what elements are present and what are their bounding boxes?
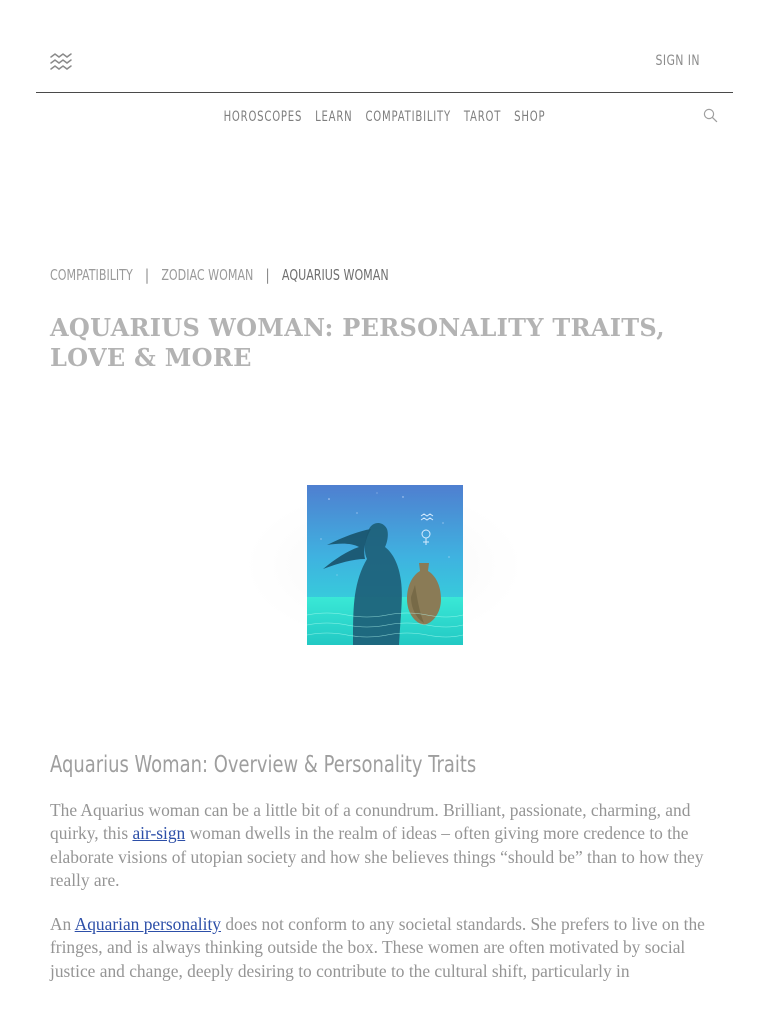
breadcrumb-compatibility[interactable]: COMPATIBILITY [50, 266, 133, 284]
main-nav [0, 109, 768, 125]
breadcrumb [50, 266, 389, 284]
sign-in-link[interactable]: SIGN IN [655, 53, 700, 69]
nav-item-horoscopes[interactable]: HOROSCOPES [223, 109, 302, 125]
breadcrumb-separator: | [265, 266, 270, 284]
air-sign-link[interactable]: air-sign [132, 823, 186, 844]
paragraph-text: An [50, 914, 75, 934]
nav-item-tarot[interactable]: TAROT [463, 109, 501, 125]
nav-item-learn[interactable]: LEARN [314, 109, 353, 125]
article-paragraph [50, 913, 730, 983]
paragraph-text: does not conform to any societal standards. She prefers to live on the fringes, and is always thinking outside the box. These women are often motivated by social justice and change, deeply desiring to contribute to the cultural shift, particularly in [50, 914, 705, 981]
page-title: AQUARIUS WOMAN: PERSONALITY TRAITS, LOVE & MORE [50, 313, 665, 372]
nav-item-compatibility[interactable]: COMPATIBILITY [365, 109, 451, 125]
section-heading: Aquarius Woman: Overview & Personality Traits [50, 752, 477, 778]
main-nav-items [217, 109, 552, 125]
site-header [36, 0, 733, 93]
paragraph-text: The Aquarius woman can be a little bit of a conundrum. Brilliant, passionate, charming, and quirky, this [50, 800, 691, 844]
breadcrumb-aquarius-woman[interactable]: AQUARIUS WOMAN [281, 266, 389, 284]
aquarian-personality-link[interactable]: Aquarian personality [74, 914, 221, 934]
aquarius-waves-icon[interactable] [49, 52, 73, 74]
paragraph-text: woman dwells in the realm of ideas – often giving more credence to the elaborate visions of utopian society and how she believes things “should be” than to how they really are. [50, 823, 704, 891]
breadcrumb-zodiac-woman[interactable]: ZODIAC WOMAN [161, 266, 254, 284]
article-paragraph [50, 799, 730, 893]
nav-item-shop[interactable]: SHOP [513, 109, 545, 125]
breadcrumb-separator: | [145, 266, 149, 284]
search-icon[interactable] [703, 108, 718, 123]
hero-image [307, 485, 463, 645]
